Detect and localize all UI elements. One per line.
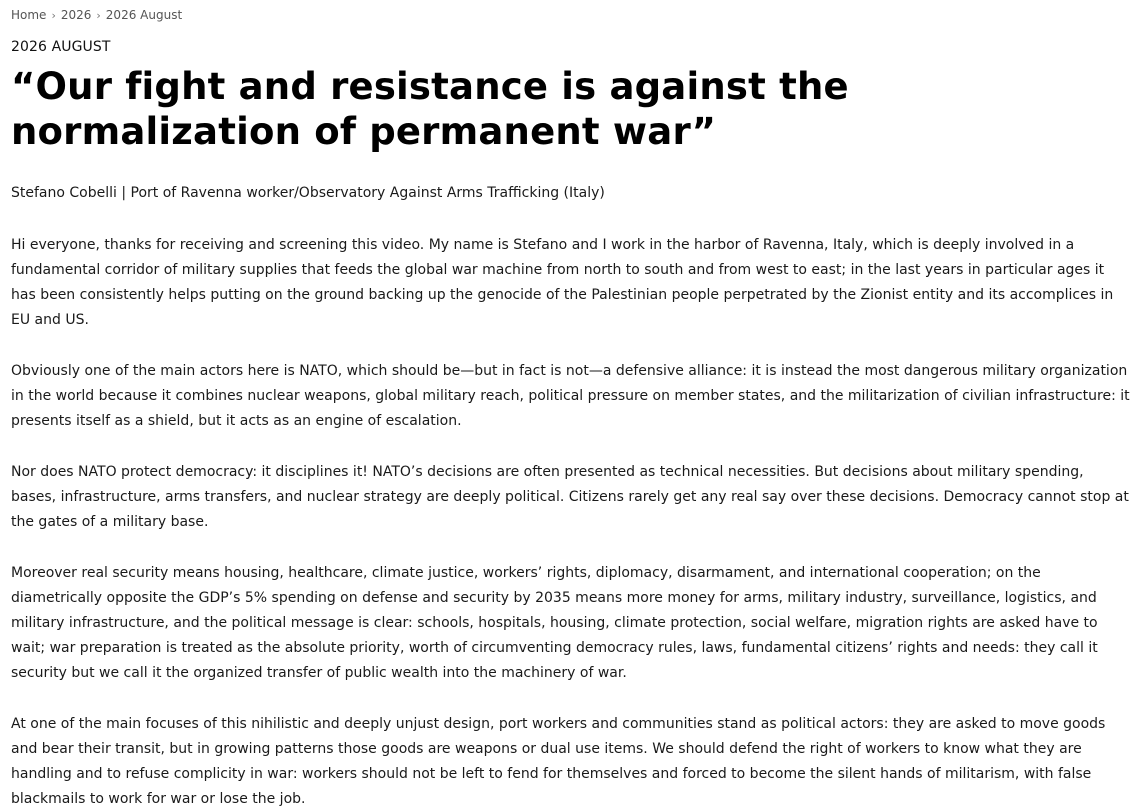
breadcrumb bbox=[11, 7, 182, 24]
paragraph: Moreover real security means housing, healthcare, climate justice, workers’ rights, diplomacy, disarmament, and international cooperation; on the diametrically opposite the GDP’s 5% spending on defense and security by 2035 means more money for arms, military industry, surveillance, logistics, and military infrastructure, and the political message is clear: schools, hospitals, housing, climate protection, social welfare, migration rights are asked have to wait; war preparation is treated as the absolute priority, worth of circumventing democracy rules, laws, fundamental citizens’ rights and needs: they call it security but we call it the organized transfer of public wealth into the machinery of war. bbox=[11, 565, 1098, 681]
breadcrumb-separator-icon: › bbox=[51, 9, 56, 22]
paragraph: At one of the main focuses of this nihilistic and deeply unjust design, port workers and communities stand as political actors: they are asked to move goods and bear their transit, but in growing patterns those goods are weapons or dual use items. We should defend the right of workers to know what they are handling and to refuse complicity in war: workers should not be left to fend for themselves and forced to become the silent hands of militarism, with false blackmails to work for war or lose the job. bbox=[11, 716, 1106, 806]
paragraph: Obviously one of the main actors here is NATO, which should be—but in fact is not—a defensive alliance: it is instead the most dangerous military organization in the world because it combines nuclear weapons, global military reach, political pressure on member states, and the militarization of civilian infrastructure: it presents itself as a shield, but it acts as an engine of escalation. bbox=[11, 363, 1130, 429]
breadcrumb-month-link[interactable]: 2026 August bbox=[105, 8, 183, 22]
breadcrumb-separator-icon: › bbox=[96, 9, 101, 22]
article-body bbox=[11, 233, 1133, 806]
breadcrumb-home-link[interactable]: Home bbox=[11, 8, 47, 22]
paragraph: Nor does NATO protect democracy: it disciplines it! NATO’s decisions are often presented as technical necessities. But decisions about military spending, bases, infrastructure, arms transfers, and nuclear strategy are deeply political. Citizens rarely get any real say over these decisions. Democracy cannot stop at the gates of a military base. bbox=[11, 464, 1129, 530]
paragraph: Hi everyone, thanks for receiving and screening this video. My name is Stefano and I work in the harbor of Ravenna, Italy, which is deeply involved in a fundamental corridor of military supplies that feeds the global war machine from north to south and from west to east; in the last years in particular ages it has been consistently helps putting on the ground backing up the genocide of the Palestinian people perpetrated by the Zionist entity and its accomplices in EU and US. bbox=[11, 237, 1114, 328]
breadcrumb-year-link[interactable]: 2026 bbox=[60, 8, 92, 22]
page-title: “Our fight and resistance is against the normalization of permanent war” bbox=[11, 65, 849, 153]
author-byline: Stefano Cobelli | Port of Ravenna worker/Observatory Against Arms Trafficking (Italy) bbox=[11, 185, 605, 201]
category-label: 2026 AUGUST bbox=[11, 39, 111, 55]
